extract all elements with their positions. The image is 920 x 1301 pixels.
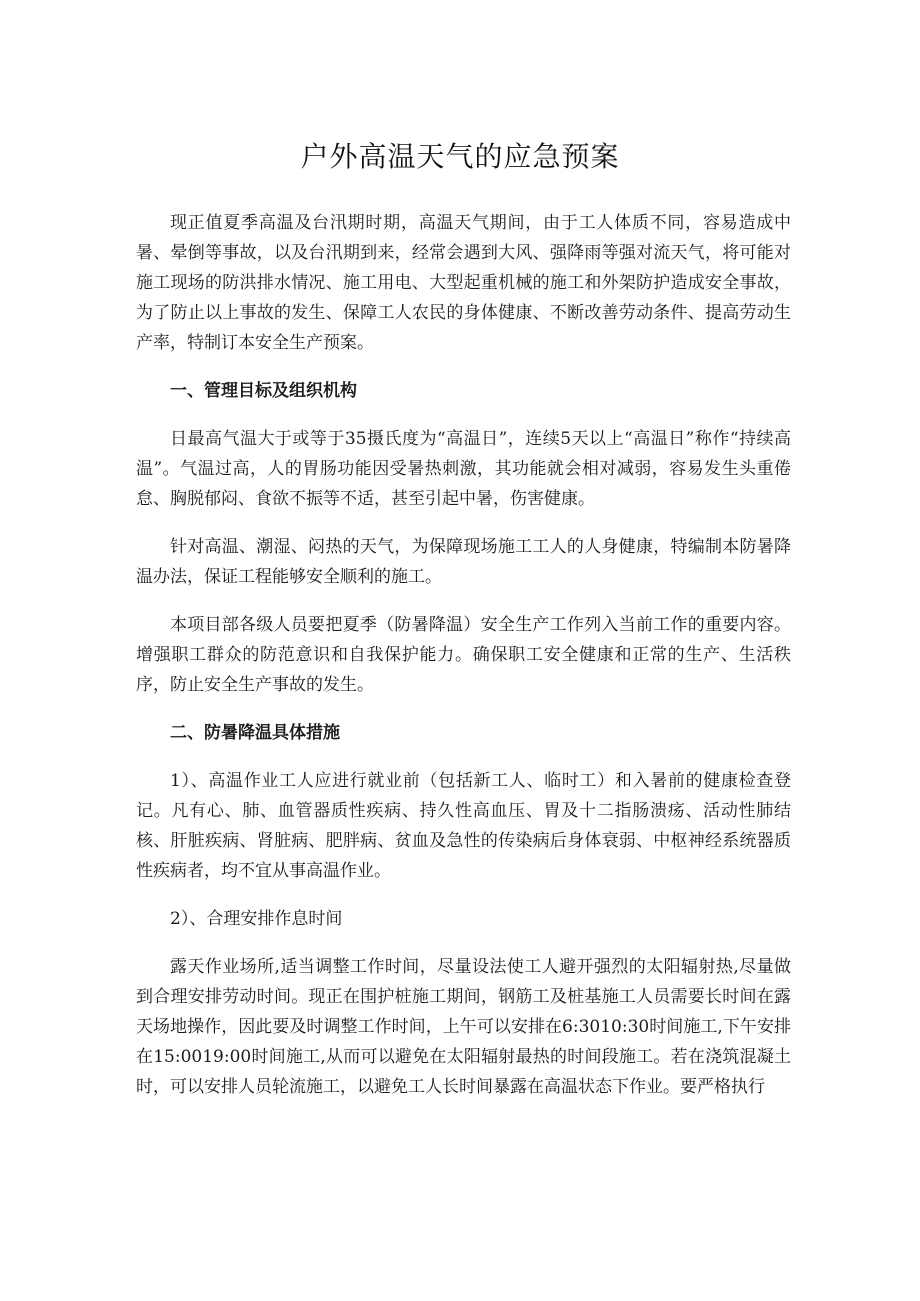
document-body bbox=[136, 208, 791, 1102]
section-1-paragraph-2: 针对高温、潮湿、闷热的天气，为保障现场施工工人的人身健康，特编制本防暑降温办法，保证工程能够安全顺利的施工。 bbox=[136, 537, 791, 587]
section-1-paragraph-3: 本项目部各级人员要把夏季（防暑降温）安全生产工作列入当前工作的重要内容。增强职工群众的防范意识和自我保护能力。确保职工安全健康和正常的生产、生活秩序，防止安全生产事故的发生。 bbox=[136, 615, 791, 695]
document-title: 户外高温天气的应急预案 bbox=[300, 140, 620, 173]
intro-paragraph: 现正值夏季高温及台汛期时期，高温天气期间，由于工人体质不同，容易造成中暑、晕倒等事故，以及台汛期到来，经常会遇到大风、强降雨等强对流天气，将可能对施工现场的防洪排水情况、施工用电、大型起重机械的施工和外架防护造成安全事故，为了防止以上事故的发生、保障工人农民的身体健康、不断改善劳动条件、提高劳动生产率，特制订本安全生产预案。 bbox=[136, 213, 791, 353]
section-1-heading: 一、管理目标及组织机构 bbox=[170, 381, 357, 401]
measure-2-heading: 2）、合理安排作息时间 bbox=[170, 909, 343, 929]
section-1-paragraph-1: 日最高气温大于或等于35摄氏度为“高温日”，连续5天以上“高温日”称作“持续高温”。气温过高，人的胃肠功能因受暑热刺激，其功能就会相对减弱，容易发生头重倦怠、胸脱郁闷、食欲不振等不适，甚至引起中暑，伤害健康。 bbox=[136, 429, 791, 509]
measure-2-paragraph: 露天作业场所,适当调整工作时间，尽量设法使工人避开强烈的太阳辐射热,尽量做到合理安排劳动时间。现正在围护桩施工期间，钢筋工及桩基施工人员需要长时间在露天场地操作，因此要及时调整工作时间，上午可以安排在6:3010:30时间施工,下午安排在15:0019:00时间施工,从而可以避免在太阳辐射最热的时间段施工。若在浇筑混凝土时，可以安排人员轮流施工，以避免工人长时间暴露在高温状态下作业。要严格执行 bbox=[136, 957, 791, 1097]
section-2-heading: 二、防暑降温具体措施 bbox=[170, 723, 340, 743]
measure-1-paragraph: 1）、高温作业工人应进行就业前（包括新工人、临时工）和入暑前的健康检查登记。凡有心、肺、血管器质性疾病、持久性高血压、胃及十二指肠溃疡、活动性肺结核、肝脏疾病、肾脏病、肥胖病、贫血及急性的传染病后身体衰弱、中枢神经系统器质性疾病者，均不宜从事高温作业。 bbox=[136, 771, 791, 881]
